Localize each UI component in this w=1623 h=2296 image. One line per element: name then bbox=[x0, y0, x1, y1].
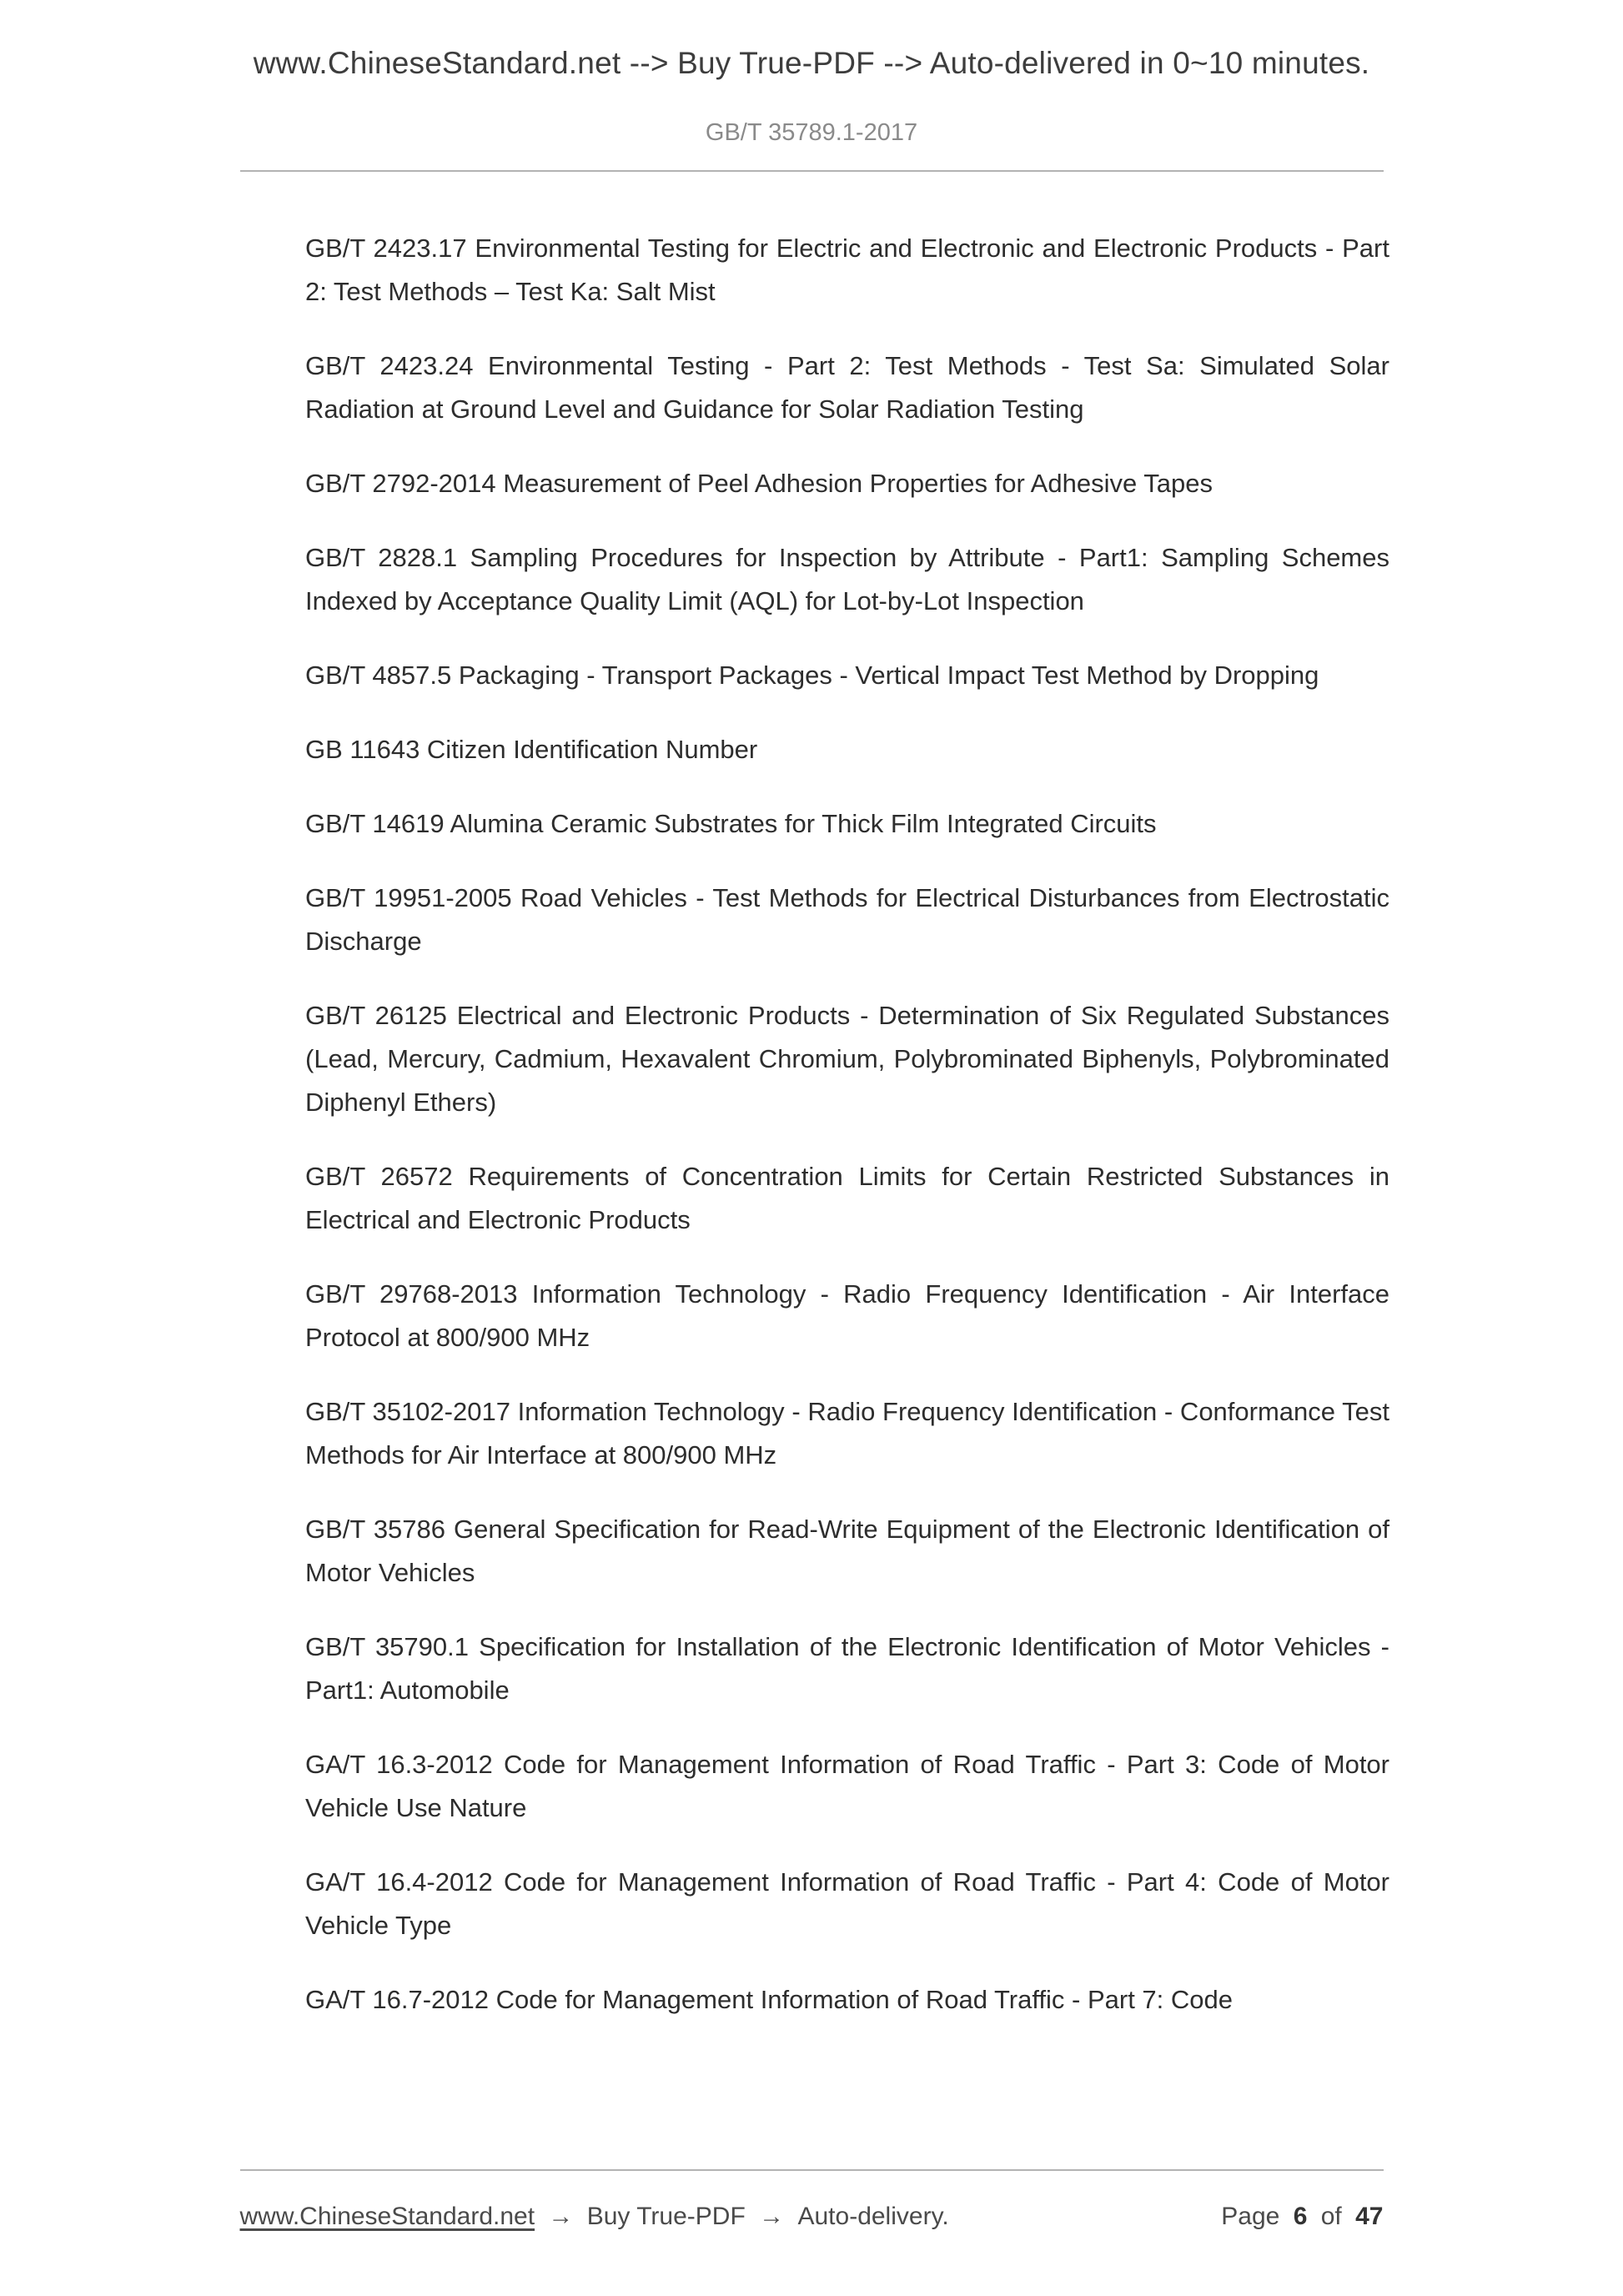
reference-paragraph: GB/T 26572 Requirements of Concentration Limits for Certain Restricted Substances in Electrical and Electronic Products bbox=[305, 1162, 1389, 1234]
reference-paragraph: GB/T 14619 Alumina Ceramic Substrates for Thick Film Integrated Circuits bbox=[305, 809, 1157, 838]
page-label: Page bbox=[1221, 2203, 1280, 2230]
footer-site-link[interactable]: www.ChineseStandard.net bbox=[239, 2203, 535, 2230]
page-footer bbox=[0, 2169, 1623, 2231]
reference-paragraph: GB/T 29768-2013 Information Technology - Radio Frequency Identification - Air Interface Protocol at 800/900 MHz bbox=[305, 1279, 1389, 1352]
footer-delivery-text: Auto-delivery. bbox=[797, 2203, 949, 2230]
reference-paragraph: GB/T 35786 General Specification for Read-Write Equipment of the Electronic Identification of Motor Vehicles bbox=[305, 1515, 1389, 1587]
reference-paragraph: GA/T 16.3-2012 Code for Management Information of Road Traffic - Part 3: Code of Motor Vehicle Use Nature bbox=[305, 1750, 1389, 1822]
reference-paragraph: GB/T 35790.1 Specification for Installation of the Electronic Identification of Motor Vehicles - Part1: Automobile bbox=[305, 1632, 1389, 1705]
page-header bbox=[0, 0, 1623, 172]
reference-paragraph: GB/T 2423.24 Environmental Testing - Part 2: Test Methods - Test Sa: Simulated Solar Radiation at Ground Level and Guidance for Solar Radiation Testing bbox=[305, 351, 1389, 424]
reference-paragraph: GB 11643 Citizen Identification Number bbox=[305, 735, 758, 764]
page-number: 6 bbox=[1293, 2203, 1308, 2230]
reference-paragraph: GA/T 16.7-2012 Code for Management Information of Road Traffic - Part 7: Code bbox=[305, 1985, 1234, 2014]
footer-row bbox=[240, 2203, 1384, 2231]
reference-paragraph: GB/T 4857.5 Packaging - Transport Packages - Vertical Impact Test Method by Dropping bbox=[305, 661, 1319, 690]
header-divider bbox=[240, 170, 1384, 172]
page-total: 47 bbox=[1355, 2203, 1384, 2230]
footer-divider bbox=[240, 2169, 1384, 2171]
page-indicator bbox=[1221, 2203, 1383, 2231]
reference-paragraph: GA/T 16.4-2012 Code for Management Information of Road Traffic - Part 4: Code of Motor Vehicle Type bbox=[305, 1867, 1389, 1940]
header-promo-text: www.ChineseStandard.net --> Buy True-PDF --> Auto-delivered in 0~10 minutes. bbox=[253, 46, 1370, 80]
arrow-right-icon: → bbox=[548, 2203, 574, 2230]
reference-paragraph: GB/T 2423.17 Environmental Testing for Electric and Electronic and Electronic Products - Part 2: Test Methods – Test Ka: Salt Mist bbox=[305, 234, 1389, 306]
of-label: of bbox=[1320, 2203, 1342, 2230]
footer-buy-text: Buy True-PDF bbox=[586, 2203, 746, 2230]
arrow-right-icon: → bbox=[759, 2203, 785, 2230]
reference-paragraph: GB/T 2792-2014 Measurement of Peel Adhesion Properties for Adhesive Tapes bbox=[305, 469, 1213, 498]
reference-paragraph: GB/T 2828.1 Sampling Procedures for Inspection by Attribute - Part1: Sampling Schemes Indexed by Acceptance Quality Limit (AQL) for Lot-by-Lot Inspection bbox=[305, 543, 1389, 615]
reference-paragraph: GB/T 35102-2017 Information Technology - Radio Frequency Identification - Conformance Test Methods for Air Interface at 800/900 MHz bbox=[305, 1397, 1389, 1470]
normative-references-list bbox=[305, 227, 1389, 2022]
reference-paragraph: GB/T 26125 Electrical and Electronic Products - Determination of Six Regulated Substances (Lead, Mercury, Cadmium, Hexavalent Chromium, Polybrominated Biphenyls, Polybrominated Diphenyl Ethers) bbox=[305, 1001, 1389, 1117]
reference-paragraph: GB/T 19951-2005 Road Vehicles - Test Methods for Electrical Disturbances from Electrostatic Discharge bbox=[305, 883, 1389, 956]
document-id: GB/T 35789.1-2017 bbox=[705, 119, 918, 146]
footer-promo bbox=[240, 2203, 949, 2231]
